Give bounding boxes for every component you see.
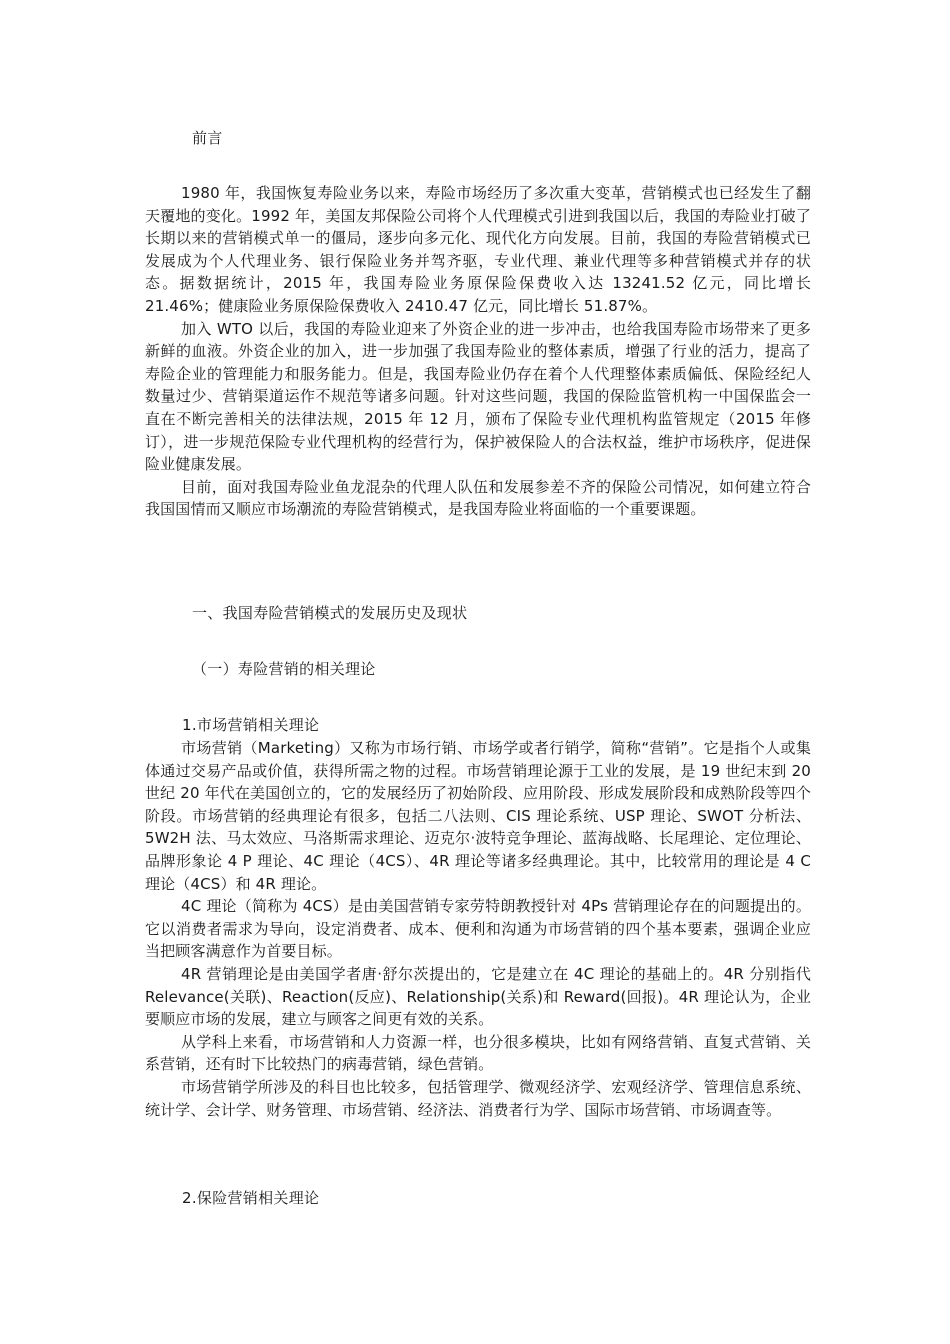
- item-1-paragraph-5: 市场营销学所涉及的科目也比较多，包括管理学、微观经济学、宏观经济学、管理信息系统、统计学、会计学、财务管理、市场营销、经济法、消费者行为学、国际市场营销、市场调查等。: [145, 1077, 811, 1119]
- item-1-paragraph-4: 从学科上来看，市场营销和人力资源一样，也分很多模块，比如有网络营销、直复式营销、关系营销，还有时下比较热门的病毒营销，绿色营销。: [145, 1032, 811, 1074]
- preface-paragraph-2: 加入 WTO 以后，我国的寿险业迎来了外资企业的进一步冲击，也给我国寿险市场带来了更多新鲜的血液。外资企业的加入，进一步加强了我国寿险业的整体素质，增强了行业的活力，提高了寿险企业的管理能力和服务能力。但是，我国寿险业仍存在着个人代理整体素质偏低、保险经纪人数量过少、营销渠道运作不规范等诸多问题。针对这些问题，我国的保险监管机构一中国保监会一直在不断完善相关的法律法规，2015 年 12 月，颁布了保险专业代理机构监管规定（2015 年修订），进一步规范保险专业代理机构的经营行为，保护被保险人的合法权益，维护市场秩序，促进保险业健康发展。: [145, 319, 811, 474]
- preface-body: [145, 182, 811, 521]
- item-1-body: [145, 737, 811, 1121]
- preface-paragraph-3: 目前，面对我国寿险业鱼龙混杂的代理人队伍和发展参差不齐的保险公司情况，如何建立符合我国国情而又顺应市场潮流的寿险营销模式，是我国寿险业将面临的一个重要课题。: [145, 477, 811, 519]
- item-1-paragraph-1: 市场营销（Marketing）又称为市场行销、市场学或者行销学，简称“营销”。它是指个人或集体通过交易产品或价值，获得所需之物的过程。市场营销理论源于工业的发展，是 19 世纪末到 20 世纪 20 年代在美国创立的，它的发展经历了初始阶段、应用阶段、形成发展阶段和成熟阶段等四个阶段。市场营销的经典理论有很多，包括二八法则、CIS 理论系统、USP 理论、SWOT 分析法、5W2H 法、马太效应、马洛斯需求理论、迈克尔·波特竞争理论、蓝海战略、长尾理论、定位理论、品牌形象论 4 P 理论、4C 理论（4CS）、4R 理论等诸多经典理论。其中，比较常用的理论是 4 C 理论（4CS）和 4R 理论。: [145, 739, 811, 893]
- item-2-title: 2.保险营销相关理论: [182, 1189, 320, 1207]
- item-1-title: 1.市场营销相关理论: [182, 716, 320, 734]
- preface-title: 前言: [192, 129, 223, 147]
- item-1-paragraph-2: 4C 理论（简称为 4CS）是由美国营销专家劳特朗教授针对 4Ps 营销理论存在的问题提出的。它以消费者需求为导向，设定消费者、成本、便利和沟通为市场营销的四个基本要素，强调企业应当把顾客满意作为首要目标。: [145, 897, 811, 961]
- section-1-title: 一、我国寿险营销模式的发展历史及现状: [192, 604, 468, 622]
- item-1-paragraph-3: 4R 营销理论是由美国学者唐·舒尔茨提出的，它是建立在 4C 理论的基础上的。4R 分别指代 Relevance(关联)、Reaction(反应)、Relationship(关系)和 Reward(回报)。4R 理论认为，企业要顺应市场的发展，建立与顾客之间更有效的关系。: [145, 964, 811, 1029]
- preface-paragraph-1: 1980 年，我国恢复寿险业务以来，寿险市场经历了多次重大变革，营销模式也已经发生了翻天覆地的变化。1992 年，美国友邦保险公司将个人代理模式引进到我国以后，我国的寿险业打破了长期以来的营销模式单一的僵局，逐步向多元化、现代化方向发展。目前，我国的寿险营销模式已发展成为个人代理业务、银行保险业务并驾齐驱，专业代理、兼业代理等多种营销模式并存的状态。据数据统计，2015 年，我国寿险业务原保险保费收入达 13241.52 亿元，同比增长 21.46%；健康险业务原保险保费收入 2410.47 亿元，同比增长 51.87%。: [145, 184, 811, 315]
- subsection-1-title: （一）寿险营销的相关理论: [192, 660, 376, 678]
